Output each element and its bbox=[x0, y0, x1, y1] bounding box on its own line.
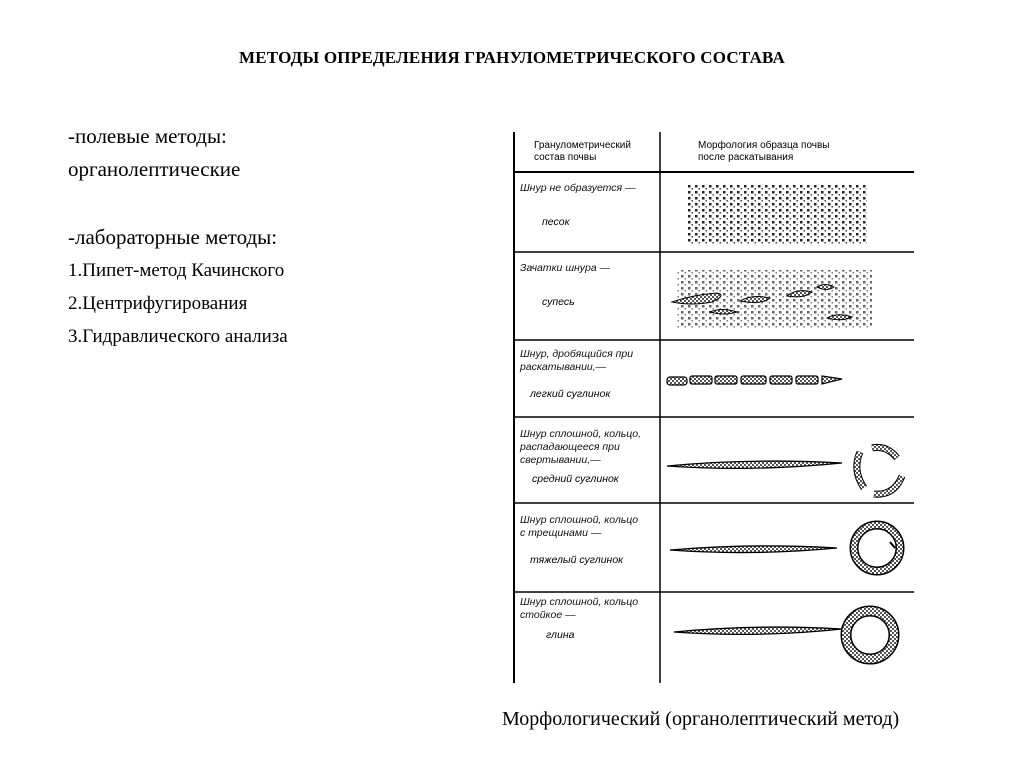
soil-morphology-figure bbox=[512, 130, 916, 685]
lab-methods-heading: -лабораторные методы: bbox=[68, 225, 278, 249]
soil-name-light-loam: легкий суглинок bbox=[530, 388, 611, 400]
soil-name-sandy-loam: супесь bbox=[542, 296, 575, 308]
lab-method-item: 1.Пипет-метод Качинского bbox=[68, 260, 285, 281]
field-methods-item: органолептические bbox=[68, 157, 241, 181]
row-label-sandy-loam: Зачатки шнура — bbox=[520, 262, 611, 274]
row-label-clay: Шнур сплошной, кольцо стойкое — bbox=[520, 596, 639, 621]
row-label-light-loam: Шнур, дробящийся при раскатывании,— bbox=[520, 348, 634, 373]
soil-name-medium-loam: средний суглинок bbox=[532, 473, 619, 485]
col1-header: Гранулометрический состав почвы bbox=[534, 140, 631, 163]
methods-list bbox=[68, 120, 488, 353]
soil-name-heavy-loam: тяжелый суглинок bbox=[530, 554, 624, 566]
light-loam-cord-icon bbox=[667, 376, 842, 385]
sand-sample-icon bbox=[687, 185, 867, 245]
soil-name-sand: песок bbox=[542, 216, 570, 228]
lab-method-item: 3.Гидравлического анализа bbox=[68, 326, 288, 347]
slide-title: МЕТОДЫ ОПРЕДЕЛЕНИЯ ГРАНУЛОМЕТРИЧЕСКОГО СОСТАВА bbox=[238, 48, 786, 67]
row-label-medium-loam: Шнур сплошной, кольцо, распадающееся при свертывании,— bbox=[520, 428, 642, 466]
medium-loam-cord-icon bbox=[667, 461, 842, 468]
soil-name-clay: глина bbox=[546, 629, 575, 641]
lab-method-item: 2.Центрифугирования bbox=[68, 293, 248, 314]
clay-cord-icon bbox=[674, 627, 842, 634]
col2-header: Морфология образца почвы после раскатывания bbox=[698, 140, 830, 163]
medium-loam-ring-icon bbox=[857, 447, 902, 494]
field-methods-heading: -полевые методы: bbox=[68, 124, 227, 148]
row-label-sand: Шнур не образуется — bbox=[520, 182, 636, 194]
figure-caption: Морфологический (органолептический метод) bbox=[502, 708, 900, 730]
heavy-loam-cord-icon bbox=[670, 546, 837, 553]
row-label-heavy-loam: Шнур сплошной, кольцо с трещинами — bbox=[520, 514, 639, 539]
